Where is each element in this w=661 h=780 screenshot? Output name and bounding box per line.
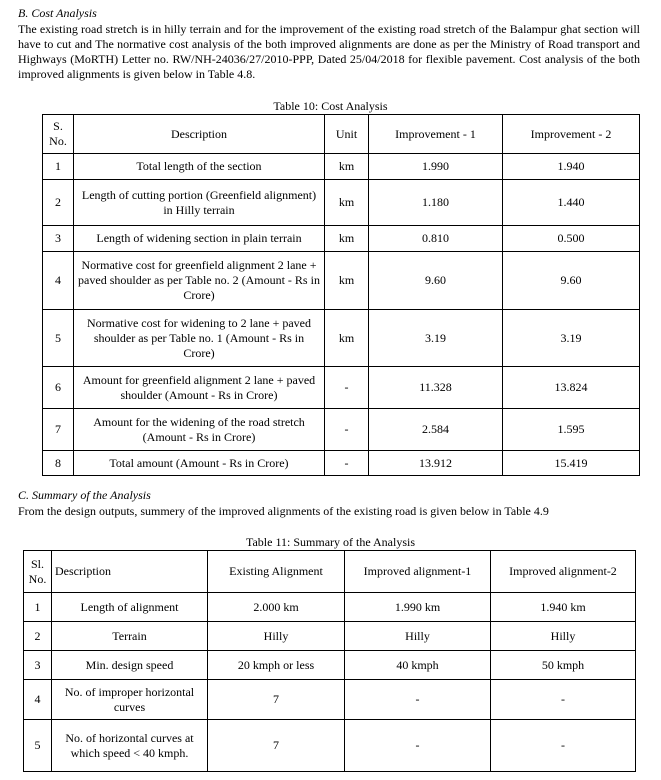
improvement-1-cell: 2.584 <box>369 409 503 451</box>
improved-2-cell: 50 kmph <box>491 651 636 680</box>
unit-cell: km <box>325 226 369 252</box>
table10-header-description: Description <box>74 115 325 154</box>
table11-header-description: Description <box>52 551 208 593</box>
improvement-2-cell: 1.440 <box>503 180 640 226</box>
existing-cell: 20 kmph or less <box>208 651 345 680</box>
unit-cell: km <box>325 154 369 180</box>
sno-cell: 3 <box>24 651 52 680</box>
existing-cell: 7 <box>208 720 345 772</box>
table10-header-improvement-1: Improvement - 1 <box>369 115 503 154</box>
table-row <box>24 680 636 720</box>
improved-2-cell: 1.940 km <box>491 593 636 622</box>
description-cell: Total amount (Amount - Rs in Crore) <box>74 451 325 476</box>
description-cell: Terrain <box>52 622 208 651</box>
description-cell: Normative cost for widening to 2 lane + paved shoulder as per Table no. 1 (Amount - Rs in Crore) <box>74 310 325 367</box>
existing-cell: 2.000 km <box>208 593 345 622</box>
description-cell: Amount for greenfield alignment 2 lane + paved shoulder (Amount - Rs in Crore) <box>74 367 325 409</box>
sno-cell: 2 <box>24 622 52 651</box>
summary-analysis-table <box>23 550 636 772</box>
description-cell: Min. design speed <box>52 651 208 680</box>
table-row <box>43 252 640 310</box>
sno-cell: 7 <box>43 409 74 451</box>
sno-cell: 1 <box>24 593 52 622</box>
improvement-1-cell: 11.328 <box>369 367 503 409</box>
table-row <box>43 409 640 451</box>
table-row <box>24 651 636 680</box>
table11-header-sno: Sl. No. <box>24 551 52 593</box>
table-row <box>43 154 640 180</box>
improved-1-cell: - <box>345 720 491 772</box>
table10-header-unit: Unit <box>325 115 369 154</box>
description-cell: Length of alignment <box>52 593 208 622</box>
description-cell: No. of horizontal curves at which speed < 40 kmph. <box>52 720 208 772</box>
description-cell: No. of improper horizontal curves <box>52 680 208 720</box>
improvement-1-cell: 3.19 <box>369 310 503 367</box>
table10-header-improvement-2: Improvement - 2 <box>503 115 640 154</box>
section-c-paragraph: From the design outputs, summery of the improved alignments of the existing road is given below in Table 4.9 <box>18 504 549 518</box>
table11-caption: Table 11: Summary of the Analysis <box>245 535 416 549</box>
unit-cell: - <box>325 409 369 451</box>
improved-1-cell: 40 kmph <box>345 651 491 680</box>
section-c-heading: C. Summary of the Analysis <box>18 488 151 502</box>
sno-cell: 5 <box>43 310 74 367</box>
improved-2-cell: - <box>491 680 636 720</box>
sno-cell: 6 <box>43 367 74 409</box>
sno-cell: 4 <box>24 680 52 720</box>
table-row <box>43 451 640 476</box>
table-row <box>24 593 636 622</box>
table11-header-row <box>24 551 636 593</box>
table11-header-existing: Existing Alignment <box>208 551 345 593</box>
description-cell: Amount for the widening of the road stretch (Amount - Rs in Crore) <box>74 409 325 451</box>
improvement-2-cell: 0.500 <box>503 226 640 252</box>
improved-2-cell: - <box>491 720 636 772</box>
sno-cell: 1 <box>43 154 74 180</box>
improvement-2-cell: 3.19 <box>503 310 640 367</box>
improved-1-cell: 1.990 km <box>345 593 491 622</box>
sno-cell: 4 <box>43 252 74 310</box>
improvement-2-cell: 15.419 <box>503 451 640 476</box>
section-b-paragraph: The existing road stretch is in hilly terrain and for the improvement of the existing road stretch of the Balampur ghat section will have to cut and The normative cost analysis of the both improved alignments are done as per the Ministry of Road transport and Highways (MoRTH) Letter no. RW/NH-24036/27/2010-PPP, Dated 25/04/2018 for flexible pavement. Cost analysis of the both improved alignments is given below in Table 4.8. <box>18 22 640 81</box>
cost-analysis-table <box>42 114 640 476</box>
table-row <box>43 310 640 367</box>
improved-2-cell: Hilly <box>491 622 636 651</box>
improvement-1-cell: 13.912 <box>369 451 503 476</box>
section-b-heading: B. Cost Analysis <box>18 6 97 20</box>
sno-cell: 3 <box>43 226 74 252</box>
description-cell: Length of widening section in plain terrain <box>74 226 325 252</box>
table-row <box>43 180 640 226</box>
description-cell: Normative cost for greenfield alignment 2 lane + paved shoulder as per Table no. 2 (Amount - Rs in Crore) <box>74 252 325 310</box>
table-row <box>43 226 640 252</box>
table-row <box>43 367 640 409</box>
table11-header-improved-2: Improved alignment-2 <box>491 551 636 593</box>
improved-1-cell: - <box>345 680 491 720</box>
existing-cell: Hilly <box>208 622 345 651</box>
table10-header-sno: S. No. <box>43 115 74 154</box>
description-cell: Total length of the section <box>74 154 325 180</box>
improvement-2-cell: 13.824 <box>503 367 640 409</box>
table11-header-improved-1: Improved alignment-1 <box>345 551 491 593</box>
improved-1-cell: Hilly <box>345 622 491 651</box>
improvement-1-cell: 0.810 <box>369 226 503 252</box>
improvement-1-cell: 1.990 <box>369 154 503 180</box>
improvement-1-cell: 1.180 <box>369 180 503 226</box>
unit-cell: km <box>325 252 369 310</box>
description-cell: Length of cutting portion (Greenfield alignment) in Hilly terrain <box>74 180 325 226</box>
unit-cell: - <box>325 367 369 409</box>
sno-cell: 2 <box>43 180 74 226</box>
improvement-2-cell: 1.595 <box>503 409 640 451</box>
unit-cell: - <box>325 451 369 476</box>
improvement-2-cell: 9.60 <box>503 252 640 310</box>
improvement-2-cell: 1.940 <box>503 154 640 180</box>
unit-cell: km <box>325 180 369 226</box>
sno-cell: 5 <box>24 720 52 772</box>
table-row <box>24 622 636 651</box>
sno-cell: 8 <box>43 451 74 476</box>
existing-cell: 7 <box>208 680 345 720</box>
table-row <box>24 720 636 772</box>
unit-cell: km <box>325 310 369 367</box>
improvement-1-cell: 9.60 <box>369 252 503 310</box>
table10-caption: Table 10: Cost Analysis <box>273 99 388 113</box>
table10-header-row <box>43 115 640 154</box>
